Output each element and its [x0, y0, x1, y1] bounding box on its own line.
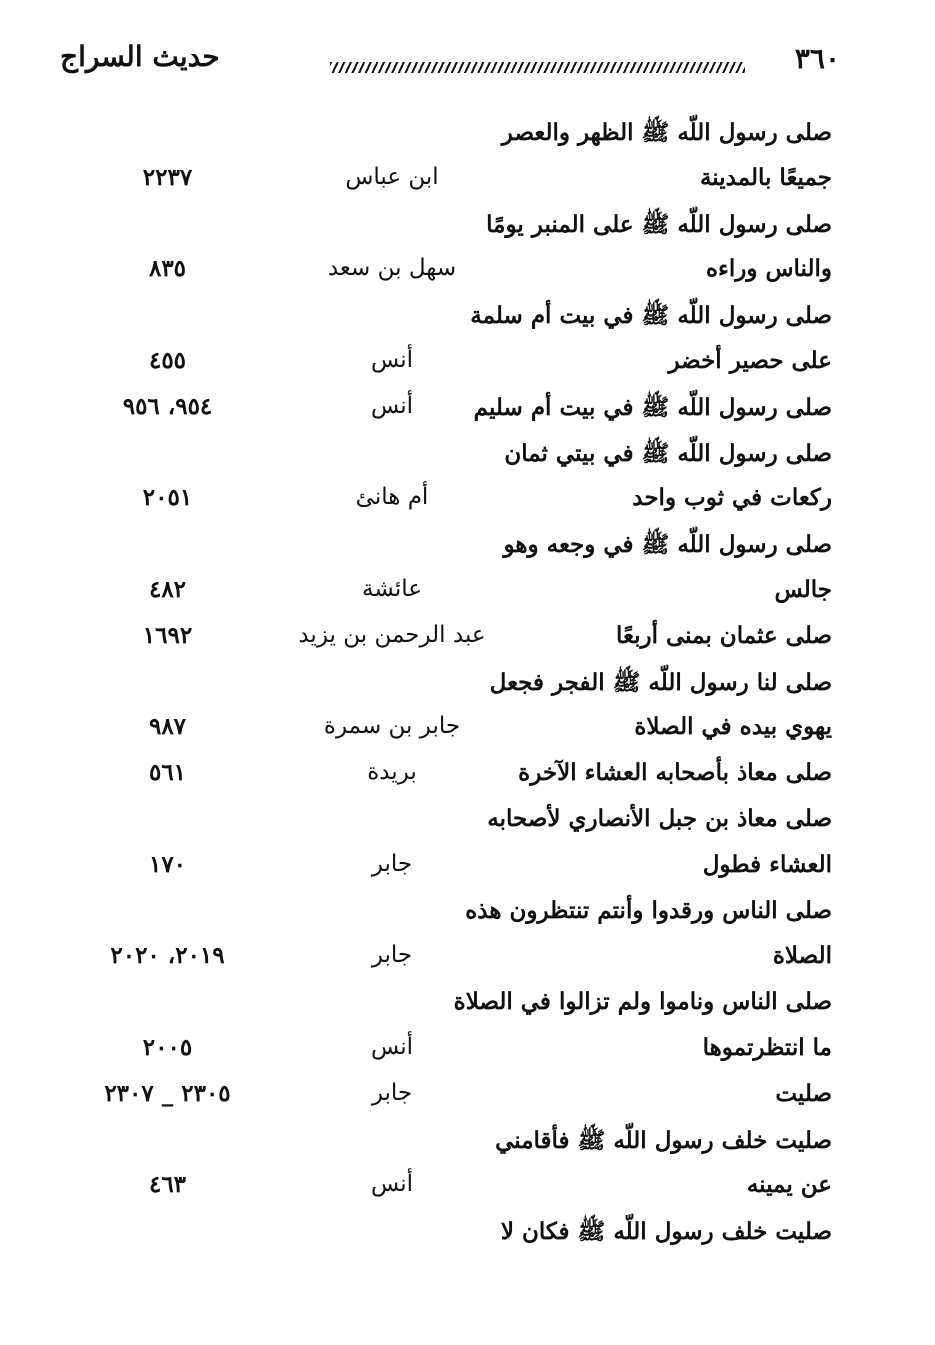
hadith-text: صليت خلف رسول اللّه ﷺ فأقامني — [495, 1126, 832, 1154]
hadith-number: ٩٥٤، ٩٥٦ — [122, 392, 213, 420]
hadith-text: صلى عثمان بمنى أربعًا — [615, 621, 832, 649]
hadith-text: جالس — [774, 576, 832, 603]
hadith-text: صلى رسول اللّه ﷺ الظهر والعصر — [501, 119, 832, 146]
hadith-text: صلى الناس وناموا ولم تزالوا في الصلاة — [453, 988, 832, 1016]
narrator: جابر — [371, 1079, 413, 1106]
hadith-number: ٢٠١٩، ٢٠٢٠ — [110, 942, 225, 970]
index-row — [80, 1217, 832, 1261]
hadith-text: ركعات في ثوب واحد — [632, 484, 832, 512]
index-row — [80, 393, 832, 437]
hadith-number: ٢٢٣٧ — [142, 163, 193, 191]
hadith-text: الصلاة — [772, 942, 832, 970]
index-row — [80, 301, 832, 345]
hadith-text: صلى رسول اللّه ﷺ في بيت أم سلمة — [470, 302, 832, 330]
index-row — [80, 576, 832, 620]
hadith-text: صلى رسول اللّه ﷺ في وجعه وهو — [503, 531, 832, 559]
narrator: أنس — [370, 392, 414, 419]
header-rule — [330, 62, 745, 73]
index-row — [80, 530, 832, 574]
narrator: ابن عباس — [345, 163, 439, 190]
index-row — [80, 1126, 832, 1170]
page-header — [60, 40, 840, 84]
index-row — [80, 164, 832, 208]
index-row — [80, 255, 832, 299]
index-row — [80, 1080, 832, 1124]
hadith-number: ٢٣٠٥ _ ٢٣٠٧ — [104, 1079, 231, 1107]
index-row — [80, 713, 832, 757]
narrator: أنس — [370, 1171, 414, 1198]
hadith-text: جميعًا بالمدينة — [699, 163, 832, 191]
narrator: عائشة — [362, 576, 422, 602]
hadith-number: ٤٨٢ — [148, 576, 187, 603]
index-row — [80, 439, 832, 483]
index-row — [80, 210, 832, 254]
index-row — [80, 484, 832, 528]
index-row — [80, 668, 832, 712]
page-number: ٣٦٠ — [794, 42, 840, 75]
hadith-text: صلى لنا رسول اللّه ﷺ الفجر فجعل — [489, 668, 832, 696]
index-row — [80, 1171, 832, 1215]
hadith-text: صليت خلف رسول اللّه ﷺ فكان لا — [500, 1218, 832, 1246]
book-title: حديث السراج — [60, 40, 220, 73]
narrator: عبد الرحمن بن يزيد — [298, 621, 486, 648]
hadith-text: العشاء فطول — [702, 850, 832, 878]
hadith-number: ٤٥٥ — [148, 347, 187, 374]
narrator: أم هانئ — [355, 484, 429, 511]
narrator: أنس — [370, 347, 414, 373]
hadith-text: صلى الناس ورقدوا وأنتم تنتظرون هذه — [465, 896, 832, 924]
hadith-number: ٢٠٠٥ — [142, 1034, 193, 1061]
hadith-number: ٥٦١ — [148, 759, 187, 787]
hadith-number: ٨٣٥ — [148, 255, 187, 283]
narrator: سهل بن سعد — [327, 255, 457, 282]
narrator: جابر — [371, 850, 413, 877]
hadith-text: والناس وراءه — [705, 255, 832, 283]
hadith-number: ٢٠٥١ — [142, 484, 193, 512]
index-row — [80, 988, 832, 1032]
hadith-text: ما انتظرتموها — [702, 1034, 832, 1061]
hadith-number: ٤٦٣ — [148, 1171, 187, 1199]
index-row — [80, 942, 832, 986]
index-row — [80, 622, 832, 666]
hadith-text: يهوي بيده في الصلاة — [634, 713, 832, 741]
hadith-text: عن يمينه — [746, 1171, 832, 1199]
index-row — [80, 897, 832, 941]
hadith-number: ١٧٠ — [148, 850, 187, 878]
narrator: بريدة — [367, 759, 417, 786]
narrator: جابر بن سمرة — [323, 713, 461, 740]
hadith-text: على حصير أخضر — [668, 347, 832, 374]
narrator: جابر — [371, 942, 413, 969]
hadith-text: صليت — [775, 1079, 832, 1107]
index-row — [80, 851, 832, 895]
hadith-text: صلى معاذ بأصحابه العشاء الآخرة — [518, 759, 832, 787]
hadith-text: صلى رسول اللّه ﷺ في بيتي ثمان — [504, 439, 832, 467]
index-row — [80, 805, 832, 849]
index-row — [80, 759, 832, 803]
index-row — [80, 1034, 832, 1078]
hadith-number: ٩٨٧ — [148, 713, 187, 741]
hadith-text: صلى معاذ بن جبل الأنصاري لأصحابه — [487, 805, 832, 832]
index-row — [80, 118, 832, 162]
narrator: أنس — [370, 1034, 414, 1060]
hadith-text: صلى رسول اللّه ﷺ في بيت أم سليم — [473, 393, 832, 421]
hadith-number: ١٦٩٢ — [142, 621, 193, 649]
hadith-text: صلى رسول اللّه ﷺ على المنبر يومًا — [486, 210, 832, 238]
index-row — [80, 347, 832, 391]
